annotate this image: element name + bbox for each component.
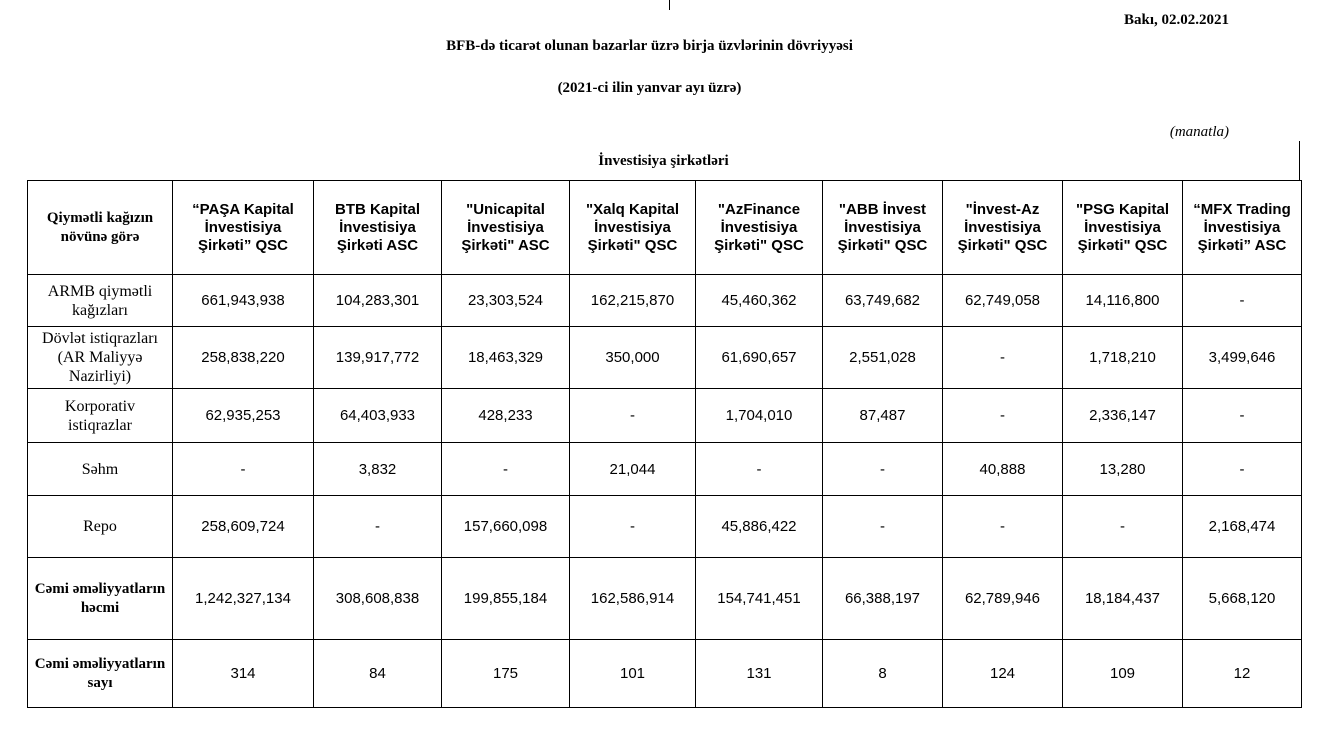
table-cell: - [696,443,823,496]
table-cell: 104,283,301 [314,275,442,327]
table-cell: 21,044 [570,443,696,496]
report-subtitle: (2021-ci ilin yanvar ayı üzrə) [557,80,742,96]
table-cell: 40,888 [943,443,1063,496]
top-tick-mark [669,0,670,10]
table-cell: - [823,443,943,496]
column-header: “MFX Trading İnvestisiya Şirkəti” ASC [1183,181,1302,275]
report-title: BFB-də ticarət olunan bazarlar üzrə birja üzvlərinin dövriyyəsi [446,38,853,54]
table-cell: - [1183,275,1302,327]
table-cell: - [943,389,1063,443]
table-cell: 154,741,451 [696,558,823,640]
table-row [28,640,1302,708]
table-cell: 12 [1183,640,1302,708]
table-cell: 175 [442,640,570,708]
table-cell: 350,000 [570,327,696,389]
table-cell: 61,690,657 [696,327,823,389]
table-cell: 18,184,437 [1063,558,1183,640]
column-header: "PSG Kapital İnvestisiya Şirkəti" QSC [1063,181,1183,275]
table-cell: 8 [823,640,943,708]
table-cell: - [1063,496,1183,558]
table-row [28,327,1302,389]
table-cell: 3,499,646 [1183,327,1302,389]
row-label-header: Qiymətli kağızın növünə görə [28,181,173,275]
column-header: "Xalq Kapital İnvestisiya Şirkəti" QSC [570,181,696,275]
table-cell: 199,855,184 [442,558,570,640]
table-cell: - [943,327,1063,389]
table-cell: 5,668,120 [1183,558,1302,640]
table-cell: 157,660,098 [442,496,570,558]
table-cell: 62,935,253 [173,389,314,443]
table-row [28,443,1302,496]
table-cell: 87,487 [823,389,943,443]
table-cell: 428,233 [442,389,570,443]
table-cell: - [314,496,442,558]
table-cell: 124 [943,640,1063,708]
table-cell: 1,704,010 [696,389,823,443]
row-label: Cəmi əməliyyatların sayı [28,640,173,708]
table-cell: 1,718,210 [1063,327,1183,389]
table-row [28,496,1302,558]
table-cell: - [570,496,696,558]
table-cell: 661,943,938 [173,275,314,327]
column-header: "İnvest-Az İnvestisiya Şirkəti" QSC [943,181,1063,275]
table-cell: 66,388,197 [823,558,943,640]
row-label: Korporativ istiqrazlar [28,389,173,443]
table-row [28,275,1302,327]
table-cell: 2,336,147 [1063,389,1183,443]
table-cell: - [570,389,696,443]
table-row [28,558,1302,640]
group-header-investment-companies: İnvestisiya şirkətləri [28,141,1300,181]
row-label: Repo [28,496,173,558]
table-cell: 45,886,422 [696,496,823,558]
column-header: "Unicapital İnvestisiya Şirkəti" ASC [442,181,570,275]
table-cell: 2,551,028 [823,327,943,389]
table-cell: 18,463,329 [442,327,570,389]
table-cell: 63,749,682 [823,275,943,327]
column-header-row [28,181,1302,275]
column-header: “PAŞA Kapital İnvestisiya Şirkəti” QSC [173,181,314,275]
table-cell: 101 [570,640,696,708]
column-header: "AzFinance İnvestisiya Şirkəti" QSC [696,181,823,275]
table-row [28,389,1302,443]
table-cell: 258,838,220 [173,327,314,389]
table-cell: - [1183,443,1302,496]
table-cell: 314 [173,640,314,708]
row-label: Dövlət istiqrazları (AR Maliyyə Nazirliyi) [28,327,173,389]
table-cell: - [442,443,570,496]
column-header: "ABB İnvest İnvestisiya Şirkəti" QSC [823,181,943,275]
table-cell: 162,215,870 [570,275,696,327]
table-cell: 131 [696,640,823,708]
row-label: Səhm [28,443,173,496]
table-cell: 45,460,362 [696,275,823,327]
table-cell: 3,832 [314,443,442,496]
table-cell: 258,609,724 [173,496,314,558]
column-header: BTB Kapital İnvestisiya Şirkəti ASC [314,181,442,275]
table-cell: 109 [1063,640,1183,708]
table-cell: 14,116,800 [1063,275,1183,327]
table-cell: 62,749,058 [943,275,1063,327]
table-cell: - [943,496,1063,558]
table-cell: - [823,496,943,558]
currency-unit: (manatla) [1169,124,1229,140]
table-cell: - [173,443,314,496]
row-label: ARMB qiymətli kağızları [28,275,173,327]
table-cell: 64,403,933 [314,389,442,443]
table-cell: 139,917,772 [314,327,442,389]
table-cell: 62,789,946 [943,558,1063,640]
row-label: Cəmi əməliyyatların həcmi [28,558,173,640]
table-cell: 162,586,914 [570,558,696,640]
table-cell: 1,242,327,134 [173,558,314,640]
table-cell: 308,608,838 [314,558,442,640]
report-date: Bakı, 02.02.2021 [1123,12,1229,28]
table-cell: 23,303,524 [442,275,570,327]
table-cell: 2,168,474 [1183,496,1302,558]
table-cell: 13,280 [1063,443,1183,496]
turnover-table [27,180,1302,708]
table-cell: - [1183,389,1302,443]
table-cell: 84 [314,640,442,708]
